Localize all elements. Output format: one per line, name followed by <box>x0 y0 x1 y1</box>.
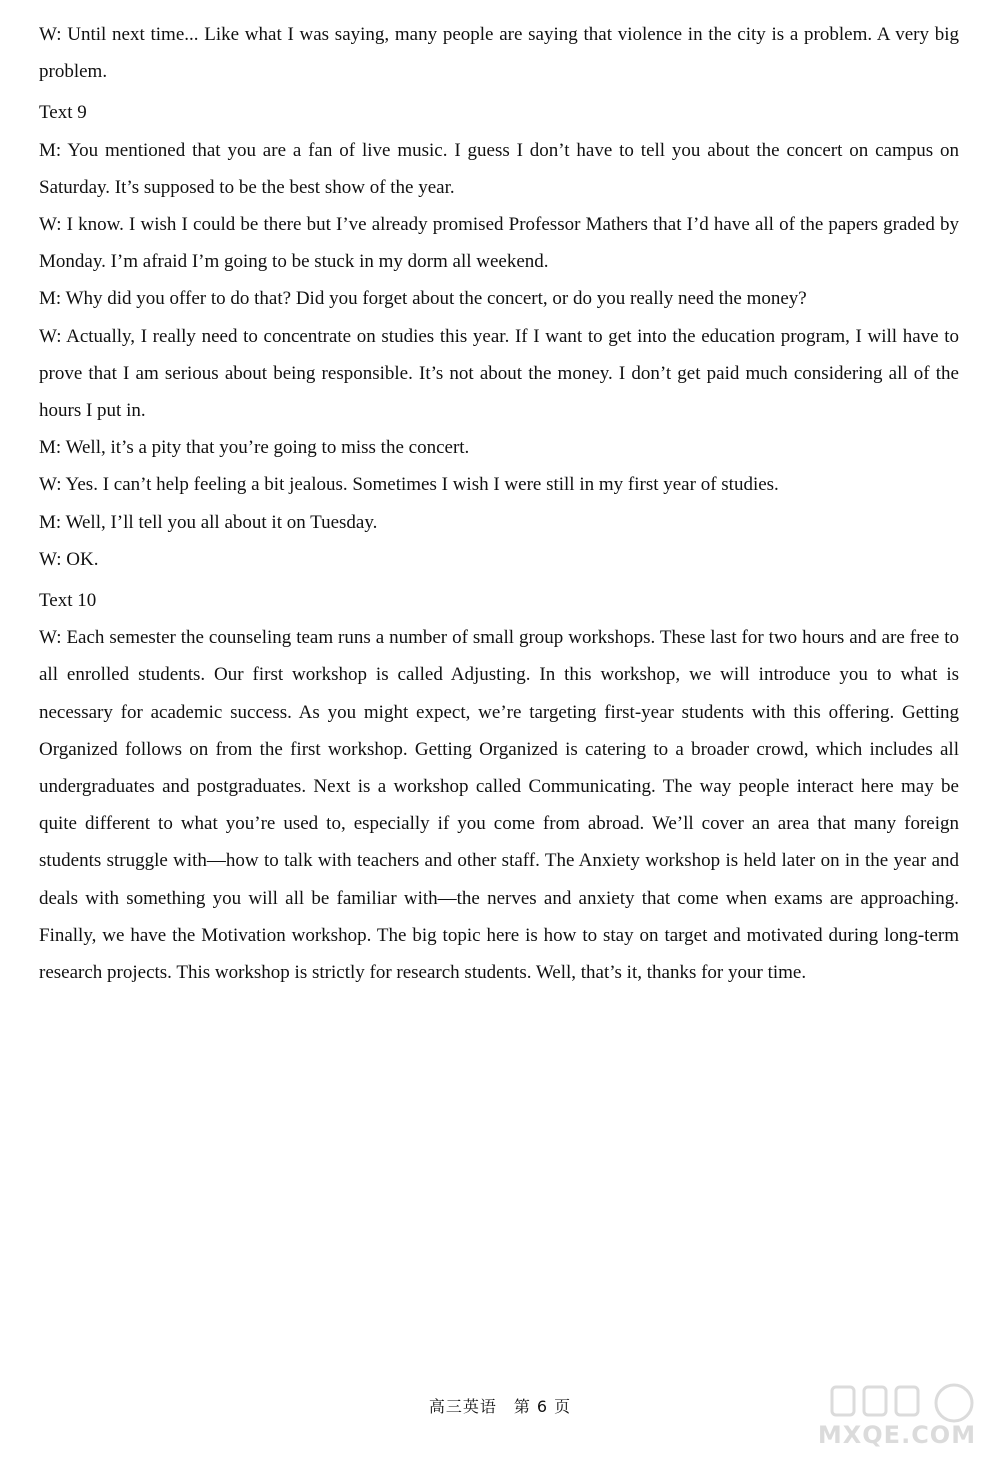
page-footer: 高三英语 第 6 页 <box>428 1397 572 1416</box>
text9-line: M: Well, I’ll tell you all about it on Tuesday. <box>39 511 378 533</box>
text9-line: M: Why did you offer to do that? Did you forget about the concert, or do you really need the money? <box>39 288 807 310</box>
text9-line: M: You mentioned that you are a fan of live music. I guess I don’t have to tell you about the concert on campus on Saturday. It’s supposed to be the best show of the year. <box>39 139 959 198</box>
watermark-logo <box>812 1379 982 1449</box>
text9-line: W: I know. I wish I could be there but I’ve already promised Professor Mathers that I’d have all of the papers graded by Monday. I’m afraid I’m going to be stuck in my dorm all weekend. <box>39 214 959 273</box>
text9-line: W: Yes. I can’t help feeling a bit jealous. Sometimes I wish I were still in my first year of studies. <box>39 474 779 496</box>
text9-line: M: Well, it’s a pity that you’re going to miss the concert. <box>39 437 470 459</box>
watermark-text: MXQE.COM <box>817 1421 977 1449</box>
text9-line: W: Actually, I really need to concentrate on studies this year. If I want to get into the education program, I will have to prove that I am serious about being responsible. It’s not about the money. I don’t get paid much considering all of the hours I put in. <box>39 325 959 422</box>
text9-line: W: OK. <box>39 548 99 570</box>
document-body <box>39 16 959 991</box>
text9-heading: Text 9 <box>39 102 87 124</box>
text10-heading: Text 10 <box>39 590 97 612</box>
text10-line: W: Each semester the counseling team runs a number of small group workshops. These last for two hours and are free to all enrolled students. Our first workshop is called Adjusting. In this workshop, we will introduce you to what is necessary for academic success. As you might expect, we’re targeting first-year students with this offering. Getting Organized follows on from the first workshop. Getting Organized is catering to a broader crowd, which includes all undergraduates and postgraduates. Next is a workshop called Communicating. The way people interact here may be quite different to what you’re used to, especially if you come from abroad. We’ll cover an area that many foreign students struggle with—how to talk with teachers and other staff. The Anxiety workshop is held later on in the year and deals with something you will all be familiar with—the nerves and anxiety that come when exams are approaching. Finally, we have the Motivation workshop. The big topic here is how to stay on target and motivated during long-term research projects. This workshop is strictly for research students. Well, that’s it, thanks for your time. <box>39 627 959 984</box>
intro-line: W: Until next time... Like what I was saying, many people are saying that violence in the city is a problem. A very big problem. <box>39 24 959 83</box>
